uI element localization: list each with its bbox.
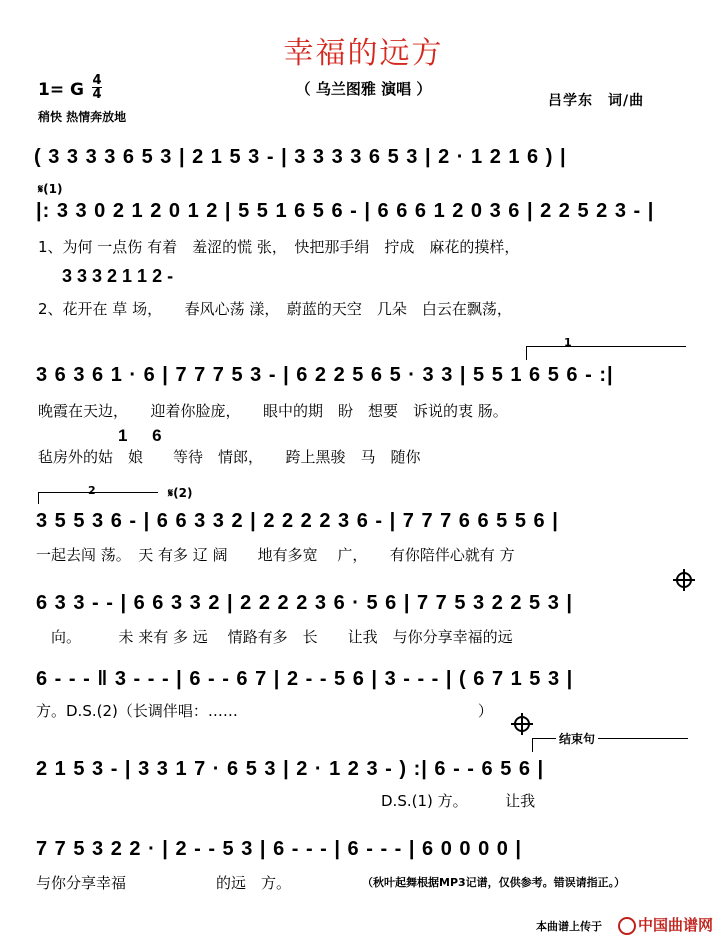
lyric-row-6: 方。D.S.(2)（长调伴唱：…… ）: [36, 702, 493, 720]
site-name-link[interactable]: 中国曲谱网: [638, 916, 714, 934]
volta-1-label: 1: [564, 336, 572, 349]
volta-1-bracket: [526, 346, 686, 347]
ending-label: 结束句: [556, 730, 598, 747]
alt-notation-row-2: 3 3 3 2 1 1 2 -: [62, 266, 174, 286]
transcription-note: （秋叶起舞根据MP3记谱，仅供参考。错误请指正。）: [362, 876, 626, 889]
lyric-row-5: 向。 未 来有 多 远 情路有多 长 让我 与你分享幸福的远: [36, 628, 513, 646]
time-signature: [92, 74, 102, 101]
lyric-row-3-verse1: 晚霞在天边， 迎着你脸庞， 眼中的期 盼 想要 诉说的衷 肠。: [38, 402, 508, 420]
lyric-row-4: 一起去闯 荡。 天 有多 辽 阔 地有多宽 广， 有你陪伴心就有 方: [36, 546, 515, 564]
lyric-row-2-verse1: 1、为何 一点伤 有着 羞涩的慌 张， 快把那手绢 拧成 麻花的摸样，: [38, 238, 520, 256]
lyric-row-2-verse2: 2、花开在 草 场， 春风心荡 漾， 蔚蓝的天空 几朵 白云在飘荡，: [38, 300, 512, 318]
time-bottom: 4: [92, 87, 102, 102]
tempo-marking: 稍快 热情奔放地: [38, 110, 127, 124]
volta-1-hook: [526, 346, 527, 360]
notation-row-2: |: 3 3 0 2 1 2 0 1 2 | 5 5 1 6 5 6 - | 6 6 6 1 2 0 3 6 | 2 2 5 2 3 - |: [36, 200, 655, 222]
notation-row-3: 3 6 3 6 1 · 6 | 7 7 7 5 3 - | 6 2 2 5 6 5 · 3 3 | 5 5 1 6 5 6 - :|: [36, 364, 614, 386]
coda-icon: [514, 716, 530, 732]
volta-2-hook: [38, 492, 39, 504]
lyric-row-3-verse2: 毡房外的姑 娘 等待 情郎， 跨上黑骏 马 随你: [38, 448, 421, 466]
segno-mark-1: 𝄋(1): [38, 182, 63, 196]
alt-notation-row-3: 1 6: [118, 426, 162, 445]
upload-label: 本曲谱上传于: [536, 920, 602, 933]
singer-credit: （ 乌兰图雅 演唱 ）: [295, 80, 432, 98]
segno-mark-2: 𝄋(2): [168, 486, 193, 500]
lyric-row-7: D.S.(1) 方。 让我: [36, 792, 536, 810]
notation-row-5: 6 3 3 - - | 6 6 3 3 2 | 2 2 2 2 3 6 · 5 6 | 7 7 5 3 2 2 5 3 |: [36, 592, 574, 614]
notation-row-6: 6 - - - ‖ 3 - - - | 6 - - 6 7 | 2 - - 5 6 | 3 - - - | ( 6 7 1 5 3 |: [36, 668, 574, 690]
lyric-row-8: 与你分享幸福 的远 方。: [36, 874, 292, 892]
author-credit: 吕学东 词/曲: [548, 93, 645, 109]
ending-hook: [532, 738, 533, 752]
coda-icon: [676, 572, 692, 588]
time-top: 4: [92, 73, 102, 88]
page-title: 幸福的远方: [283, 36, 444, 71]
notation-row-8: 7 7 5 3 2 2 · | 2 - - 5 3 | 6 - - - | 6 - - - | 6 0 0 0 0 |: [36, 838, 523, 860]
volta-2-bracket: [38, 492, 158, 493]
notation-row-7: 2 1 5 3 - | 3 3 1 7 · 6 5 3 | 2 · 1 2 3 - ) :| 6 - - 6 5 6 |: [36, 758, 545, 780]
notation-row-4: 3 5 5 3 6 - | 6 6 3 3 2 | 2 2 2 2 3 6 - | 7 7 7 6 6 5 5 6 |: [36, 510, 559, 532]
site-logo-icon: [618, 917, 636, 935]
volta-2-label: 2: [88, 484, 96, 497]
key-signature: 1= G: [38, 80, 84, 100]
notation-row-1: ( 3 3 3 3 6 5 3 | 2 1 5 3 - | 3 3 3 3 6 5 3 | 2 · 1 2 1 6 ) |: [34, 146, 567, 168]
